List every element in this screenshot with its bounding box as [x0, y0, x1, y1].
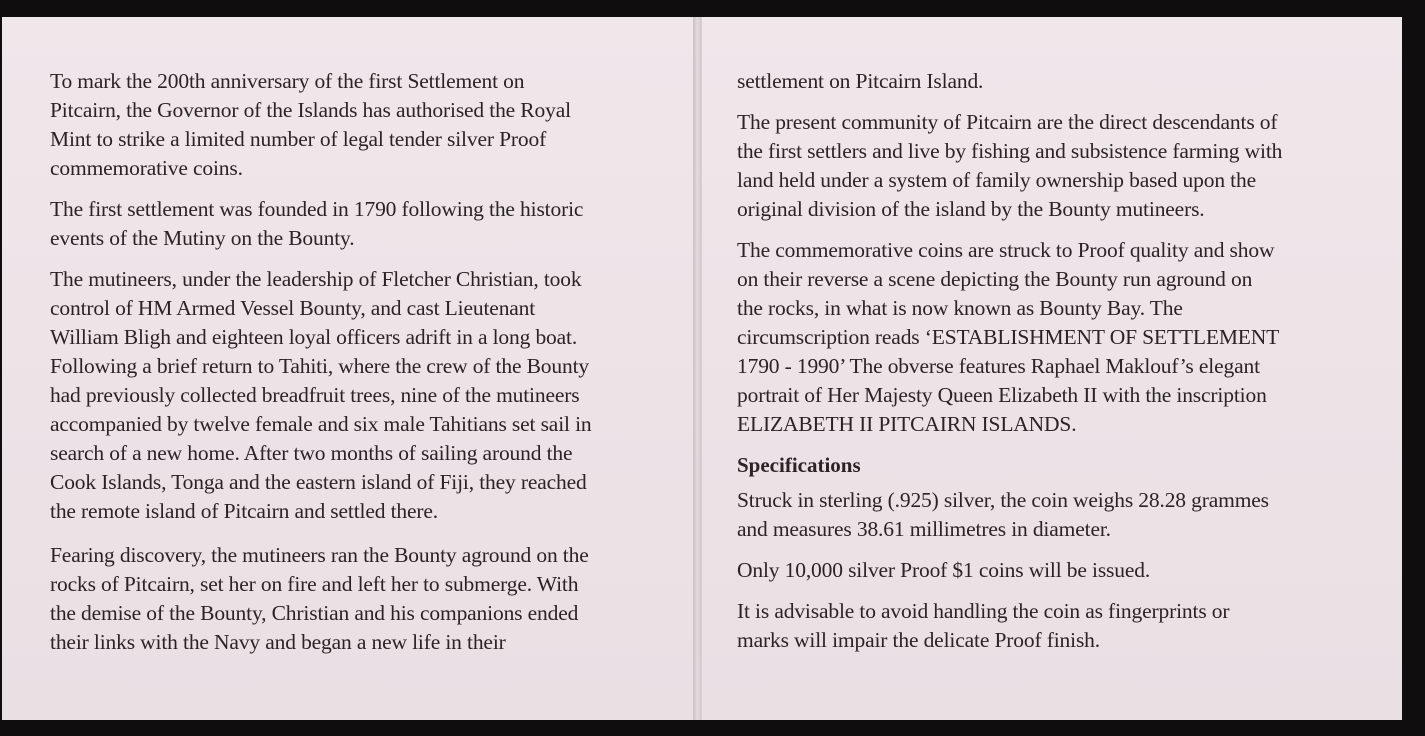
paragraph-anniversary: To mark the 200th anniversary of the first Settlement on Pitcairn, the Governor of the Islands has authorised the Royal Mint to strike a limited number of legal tender silver Proof commemorative coins.	[50, 69, 571, 180]
paragraph-coin-description: The commemorative coins are struck to Proof quality and show on their reverse a scene depicting the Bounty run aground on the rocks, in what is now known as Bounty Bay. The circumscription reads ‘ESTABLISHMENT OF SETTLEMENT 1790 - 1990’ The obverse features Raphael Maklouf’s elegant portrait of Her Majesty Queen Elizabeth II with the inscription ELIZABETH II PITCAIRN ISLANDS.	[737, 238, 1280, 436]
left-page	[2, 17, 694, 720]
booklet-fold	[694, 17, 701, 720]
paragraph-mutineers: The mutineers, under the leadership of Fletcher Christian, took control of HM Armed Vessel Bounty, and cast Lieutenant William Bligh and eighteen loyal officers adrift in a long boat. Following a brief return to Tahiti, where the crew of the Bounty had previously collected breadfruit trees, nine of the mutineers accompanied by twelve female and six male Tahitians set sail in search of a new home. After two months of sailing around the Cook Islands, Tonga and the eastern island of Fiji, they reached the remote island of Pitcairn and settled there.	[50, 267, 592, 523]
paragraph-fearing-discovery: Fearing discovery, the mutineers ran the Bounty aground on the rocks of Pitcairn, set her on fire and left her to submerge. With the demise of the Bounty, Christian and his companions ended their links with the Navy and began a new life in their	[50, 543, 589, 654]
right-page	[701, 17, 1402, 720]
booklet	[2, 17, 1402, 720]
spec-mintage: Only 10,000 silver Proof $1 coins will be issued.	[737, 558, 1151, 582]
paragraph-first-settlement: The first settlement was founded in 1790 following the historic events of the Mutiny on the Bounty.	[50, 197, 584, 250]
specifications-heading: Specifications	[737, 453, 861, 477]
spec-handling-advice: It is advisable to avoid handling the coin as fingerprints or marks will impair the delicate Proof finish.	[737, 599, 1230, 652]
left-page-text	[50, 67, 656, 669]
spec-weight-diameter: Struck in sterling (.925) silver, the coin weighs 28.28 grammes and measures 38.61 millimetres in diameter.	[737, 488, 1269, 541]
paragraph-present-community: The present community of Pitcairn are the direct descendants of the first settlers and live by fishing and subsistence farming with land held under a system of family ownership based upon the original division of the island by the Bounty mutineers.	[737, 110, 1283, 221]
right-page-text	[737, 67, 1377, 667]
paragraph-settlement-continued: settlement on Pitcairn Island.	[737, 69, 984, 93]
